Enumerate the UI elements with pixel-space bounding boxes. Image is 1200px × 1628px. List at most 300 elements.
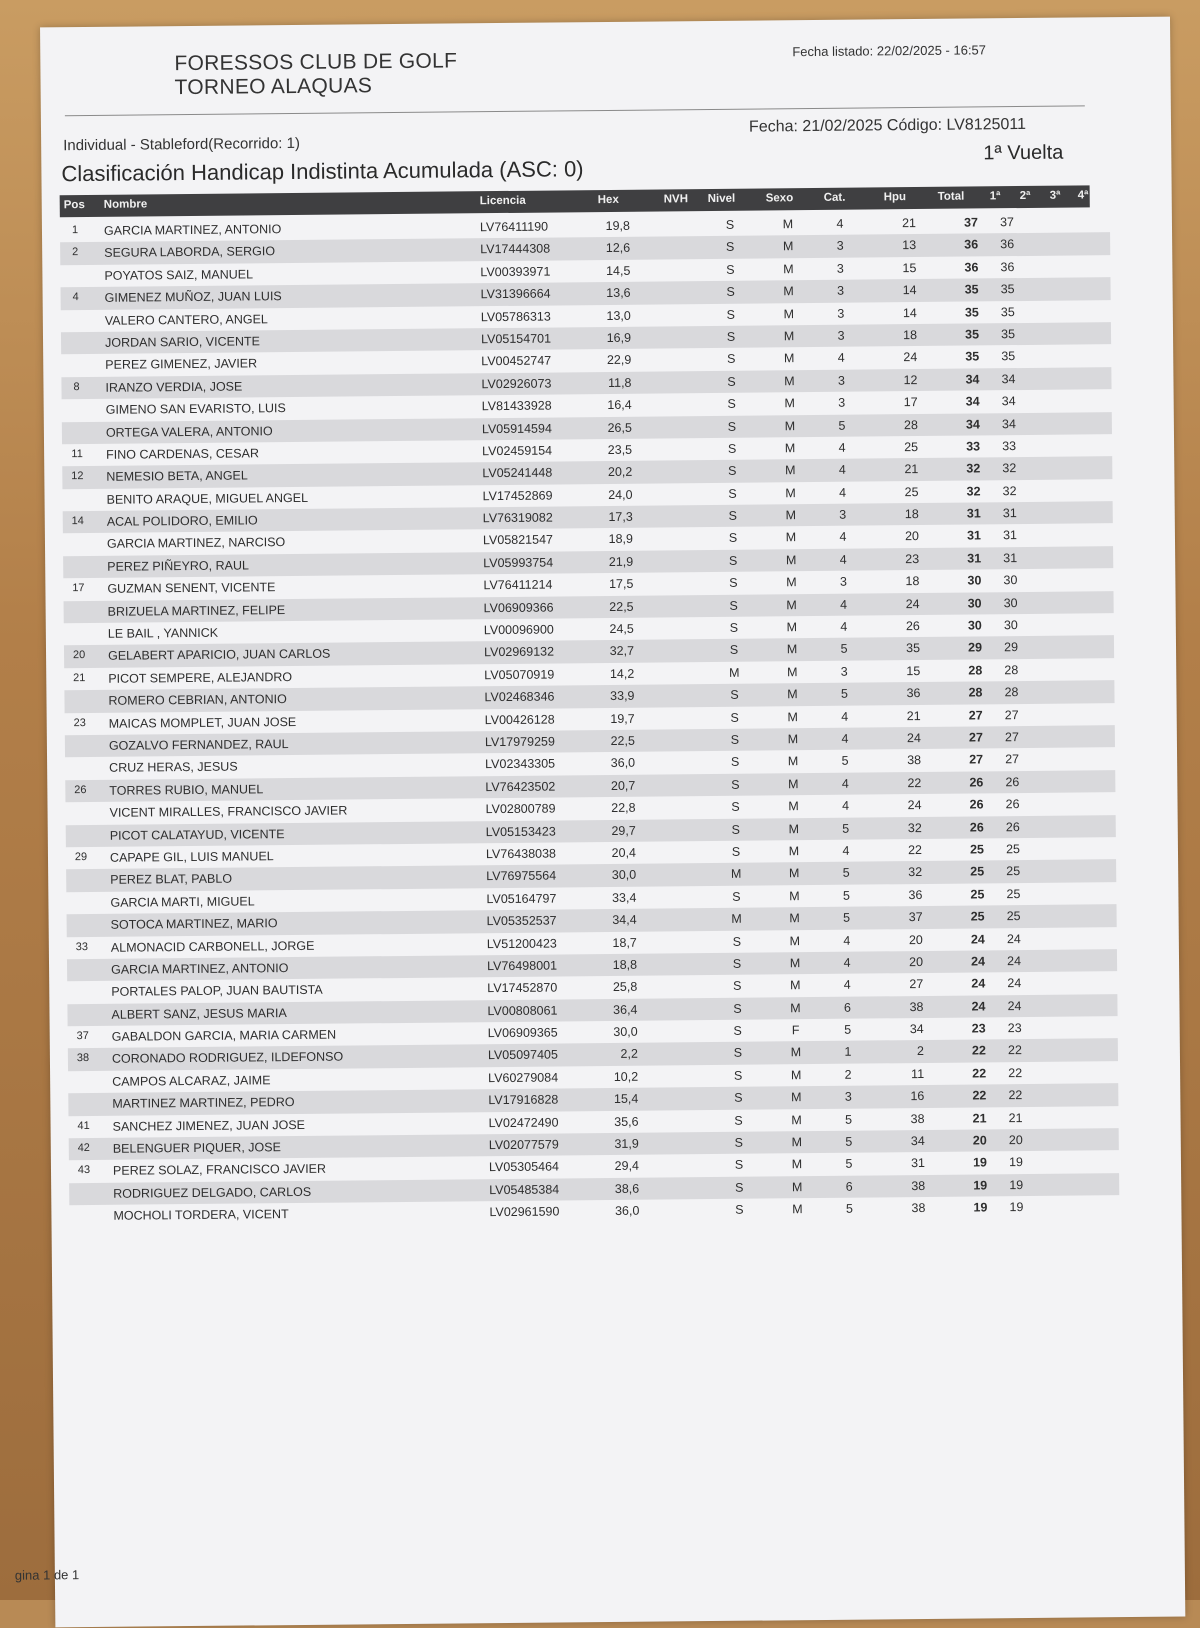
round-1-points: 26: [992, 820, 1020, 834]
handicap-exact: 20,2: [592, 465, 632, 479]
level: S: [725, 800, 745, 814]
round-1-points: 34: [988, 417, 1016, 431]
handicap-exact: 22,5: [595, 734, 635, 748]
total-points: 25: [956, 865, 984, 879]
playing-handicap: 18: [891, 507, 919, 521]
position: 11: [66, 448, 88, 460]
round-1-points: 32: [988, 461, 1016, 475]
license: LV17452870: [487, 981, 557, 996]
player-name: GOZALVO FERNANDEZ, RAUL: [109, 737, 289, 753]
player-name: MAICAS MOMPLET, JUAN JOSE: [109, 715, 297, 731]
category: 4: [835, 799, 855, 813]
position: 12: [66, 470, 88, 482]
gender: M: [780, 419, 800, 433]
total-points: 27: [955, 730, 983, 744]
category: 3: [838, 1090, 858, 1104]
round-1-points: 27: [991, 730, 1019, 744]
playing-handicap: 21: [888, 216, 916, 230]
position: 33: [71, 940, 93, 952]
position: 8: [65, 381, 87, 393]
level: S: [720, 218, 740, 232]
playing-handicap: 36: [894, 888, 922, 902]
level: S: [727, 979, 747, 993]
level: S: [728, 1024, 748, 1038]
level: S: [727, 934, 747, 948]
license: LV05786313: [481, 309, 551, 324]
license: LV76498001: [487, 958, 557, 973]
playing-handicap: 34: [896, 1022, 924, 1036]
total-points: 31: [953, 529, 981, 543]
playing-handicap: 38: [897, 1201, 925, 1215]
round-label: 1ª Vuelta: [983, 142, 1063, 166]
position: 4: [65, 291, 87, 303]
handicap-exact: 15,4: [598, 1092, 638, 1106]
level: S: [724, 643, 744, 657]
round-1-points: 34: [987, 372, 1015, 386]
col-licencia: Licencia: [480, 195, 526, 207]
gender: M: [785, 956, 805, 970]
total-points: 37: [950, 215, 978, 229]
category: 3: [831, 373, 851, 387]
level: S: [727, 957, 747, 971]
category: 5: [835, 754, 855, 768]
playing-handicap: 35: [892, 641, 920, 655]
gender: M: [787, 1202, 807, 1216]
round-1-points: 36: [986, 237, 1014, 251]
gender: M: [782, 620, 802, 634]
level: S: [729, 1158, 749, 1172]
player-name: VALERO CANTERO, ANGEL: [105, 312, 268, 328]
handicap-exact: 11,8: [591, 375, 631, 389]
player-name: SOTOCA MARTINEZ, MARIO: [111, 916, 278, 932]
total-points: 34: [951, 372, 979, 386]
player-name: ALBERT SANZ, JESUS MARIA: [111, 1006, 286, 1022]
gender: M: [783, 710, 803, 724]
total-points: 25: [956, 887, 984, 901]
category: 5: [832, 418, 852, 432]
category: 4: [832, 463, 852, 477]
total-points: 34: [952, 417, 980, 431]
header-divider: [65, 105, 1085, 116]
handicap-exact: 24,5: [594, 622, 634, 636]
playing-handicap: 26: [892, 619, 920, 633]
playing-handicap: 18: [891, 574, 919, 588]
playing-handicap: 25: [890, 485, 918, 499]
player-name: SEGURA LABORDA, SERGIO: [104, 245, 275, 261]
level: S: [721, 307, 741, 321]
category: 4: [832, 441, 852, 455]
playing-handicap: 27: [895, 977, 923, 991]
round-1-points: 34: [988, 394, 1016, 408]
gender: M: [787, 1158, 807, 1172]
level: S: [722, 419, 742, 433]
total-points: 30: [954, 596, 982, 610]
player-name: VICENT MIRALLES, FRANCISCO JAVIER: [110, 804, 348, 820]
handicap-exact: 31,9: [599, 1137, 639, 1151]
category: 5: [839, 1157, 859, 1171]
playing-handicap: 21: [893, 709, 921, 723]
license: LV05153423: [486, 824, 556, 839]
license: LV76411214: [483, 578, 552, 593]
handicap-exact: 24,0: [592, 487, 632, 501]
playing-handicap: 20: [891, 529, 919, 543]
license: LV05154701: [481, 331, 551, 346]
license: LV76975564: [486, 869, 556, 884]
col-round-1: 1ª: [990, 190, 1001, 202]
position: 38: [72, 1052, 94, 1064]
position: 42: [73, 1142, 95, 1154]
level: S: [721, 374, 741, 388]
player-name: GIMENO SAN EVARISTO, LUIS: [106, 401, 286, 417]
round-1-points: 31: [989, 529, 1017, 543]
gender: M: [782, 687, 802, 701]
gender: M: [786, 1113, 806, 1127]
total-points: 24: [957, 932, 985, 946]
level: S: [724, 598, 744, 612]
handicap-exact: 17,5: [593, 577, 633, 591]
handicap-exact: 38,6: [599, 1182, 639, 1196]
license: LV05352537: [487, 914, 557, 929]
handicap-exact: 16,4: [592, 398, 632, 412]
player-name: PEREZ BLAT, PABLO: [110, 872, 232, 887]
round-1-points: 22: [994, 1088, 1022, 1102]
level: S: [725, 755, 745, 769]
category: 4: [836, 844, 856, 858]
handicap-exact: 2,2: [598, 1047, 638, 1061]
round-1-points: 28: [990, 663, 1018, 677]
category: 4: [835, 776, 855, 790]
gender: M: [786, 1090, 806, 1104]
gender: M: [783, 732, 803, 746]
col-round-2: 2ª: [1020, 190, 1031, 202]
round-1-points: 21: [994, 1111, 1022, 1125]
col-sexo: Sexo: [766, 192, 794, 204]
level: S: [728, 1069, 748, 1083]
handicap-exact: 26,5: [592, 420, 632, 434]
player-name: GARCIA MARTINEZ, ANTONIO: [104, 222, 281, 238]
category: 5: [834, 687, 854, 701]
total-points: 36: [950, 260, 978, 274]
position: 14: [67, 515, 89, 527]
page-number: gina 1 de 1: [15, 1567, 79, 1583]
total-points: 35: [951, 350, 979, 364]
level: S: [729, 1180, 749, 1194]
col-pos: Pos: [64, 199, 85, 211]
round-1-points: 28: [990, 685, 1018, 699]
license: LV17444308: [480, 242, 550, 257]
category: 4: [837, 978, 857, 992]
col-nivel: Nivel: [708, 193, 736, 205]
license: LV02077579: [489, 1138, 559, 1153]
playing-handicap: 23: [891, 552, 919, 566]
level: S: [723, 554, 743, 568]
playing-handicap: 24: [889, 350, 917, 364]
round-1-points: 35: [987, 282, 1015, 296]
total-points: 31: [953, 506, 981, 520]
game-mode: Individual - Stableford(Recorrido: 1): [63, 135, 300, 154]
gender: M: [779, 351, 799, 365]
level: S: [725, 710, 745, 724]
category: 3: [830, 239, 850, 253]
playing-handicap: 15: [892, 664, 920, 678]
round-1-points: 35: [987, 349, 1015, 363]
player-name: SANCHEZ JIMENEZ, JUAN JOSE: [113, 1118, 306, 1134]
handicap-exact: 29,4: [599, 1159, 639, 1173]
playing-handicap: 37: [895, 910, 923, 924]
round-1-points: 20: [995, 1133, 1023, 1147]
player-name: PEREZ SOLAZ, FRANCISCO JAVIER: [113, 1162, 326, 1178]
handicap-exact: 22,5: [594, 599, 634, 613]
col-nombre: Nombre: [104, 198, 148, 210]
license: LV17452869: [482, 488, 552, 503]
license: LV02926073: [481, 376, 551, 391]
position: 43: [73, 1164, 95, 1176]
gender: M: [781, 508, 801, 522]
player-name: CAPAPE GIL, LUIS MANUEL: [110, 849, 274, 865]
gender: M: [779, 329, 799, 343]
player-name: PICOT SEMPERE, ALEJANDRO: [108, 670, 292, 686]
total-points: 28: [954, 663, 982, 677]
level: S: [728, 1046, 748, 1060]
category: 3: [834, 664, 854, 678]
category: 2: [838, 1067, 858, 1081]
playing-handicap: 17: [890, 395, 918, 409]
license: LV05914594: [482, 421, 552, 436]
handicap-exact: 18,8: [597, 958, 637, 972]
total-points: 27: [955, 708, 983, 722]
playing-handicap: 32: [894, 865, 922, 879]
license: LV05164797: [486, 891, 556, 906]
license: LV05070919: [484, 667, 554, 682]
level: S: [728, 1113, 748, 1127]
category: 4: [834, 597, 854, 611]
playing-handicap: 38: [897, 1179, 925, 1193]
player-name: CRUZ HERAS, JESUS: [109, 760, 238, 775]
level: S: [729, 1203, 749, 1217]
round-1-points: 35: [987, 305, 1015, 319]
category: 3: [831, 329, 851, 343]
gender: M: [782, 665, 802, 679]
license: LV76438038: [486, 846, 556, 861]
player-name: MARTINEZ MARTINEZ, PEDRO: [112, 1095, 294, 1111]
total-points: 24: [957, 977, 985, 991]
category: 1: [838, 1045, 858, 1059]
total-points: 35: [951, 283, 979, 297]
handicap-exact: 30,0: [598, 1025, 638, 1039]
col-round-3: 3ª: [1050, 190, 1061, 202]
category: 4: [834, 620, 854, 634]
date-code: Fecha: 21/02/2025 Código: LV8125011: [749, 116, 1026, 137]
handicap-exact: 19,7: [595, 711, 635, 725]
player-name: ALMONACID CARBONELL, JORGE: [111, 938, 315, 954]
player-name: ROMERO CEBRIAN, ANTONIO: [108, 692, 286, 708]
handicap-exact: 13,0: [591, 308, 631, 322]
handicap-exact: 36,0: [595, 756, 635, 770]
round-1-points: 30: [989, 573, 1017, 587]
round-1-points: 36: [986, 260, 1014, 274]
player-name: TORRES RUBIO, MANUEL: [109, 782, 263, 797]
handicap-exact: 36,4: [597, 1002, 637, 1016]
handicap-exact: 21,9: [593, 555, 633, 569]
license: LV17979259: [485, 734, 555, 749]
round-1-points: 31: [989, 506, 1017, 520]
position: 37: [72, 1030, 94, 1042]
category: 4: [833, 530, 853, 544]
handicap-exact: 14,2: [594, 667, 634, 681]
player-name: PICOT CALATAYUD, VICENTE: [110, 827, 285, 843]
handicap-exact: 35,6: [598, 1114, 638, 1128]
round-1-points: 25: [992, 842, 1020, 856]
license: LV02343305: [485, 757, 555, 772]
gender: M: [778, 262, 798, 276]
level: S: [725, 733, 745, 747]
player-name: GARCIA MARTINEZ, ANTONIO: [111, 961, 288, 977]
total-points: 27: [955, 753, 983, 767]
player-name: PORTALES PALOP, JUAN BAUTISTA: [111, 983, 323, 999]
playing-handicap: 14: [889, 306, 917, 320]
handicap-exact: 25,8: [597, 980, 637, 994]
round-1-points: 35: [987, 327, 1015, 341]
round-1-points: 30: [990, 618, 1018, 632]
total-points: 25: [956, 842, 984, 856]
category: 5: [838, 1023, 858, 1037]
playing-handicap: 15: [888, 261, 916, 275]
results-table: [60, 210, 1120, 1228]
total-points: 30: [953, 574, 981, 588]
player-name: CAMPOS ALCARAZ, JAIME: [112, 1073, 271, 1089]
gender: M: [787, 1135, 807, 1149]
position: 41: [73, 1120, 95, 1132]
license: LV05485384: [489, 1182, 559, 1197]
total-points: 29: [954, 641, 982, 655]
gender: M: [782, 598, 802, 612]
total-points: 22: [958, 1066, 986, 1080]
handicap-exact: 33,9: [594, 689, 634, 703]
license: LV76411190: [480, 220, 548, 235]
playing-handicap: 28: [890, 418, 918, 432]
level: S: [720, 240, 740, 254]
round-1-points: 25: [992, 887, 1020, 901]
player-name: GARCIA MARTI, MIGUEL: [110, 894, 254, 909]
handicap-exact: 12,6: [590, 241, 630, 255]
round-1-points: 19: [995, 1200, 1023, 1214]
player-name: IRANZO VERDIA, JOSE: [105, 379, 242, 394]
playing-handicap: 31: [897, 1156, 925, 1170]
player-name: BENITO ARAQUE, MIGUEL ANGEL: [106, 491, 308, 507]
level: M: [727, 912, 747, 926]
round-1-points: 23: [994, 1021, 1022, 1035]
category: 3: [832, 396, 852, 410]
club-header: [174, 49, 457, 100]
gender: M: [786, 1046, 806, 1060]
category: 4: [832, 485, 852, 499]
player-name: GARCIA MARTINEZ, NARCISO: [107, 536, 285, 552]
license: LV05241448: [482, 466, 552, 481]
round-1-points: 26: [991, 775, 1019, 789]
license: LV76319082: [483, 511, 553, 526]
round-1-points: 31: [989, 551, 1017, 565]
license: LV02468346: [484, 690, 554, 705]
license: LV00808061: [487, 1003, 557, 1018]
gender: M: [787, 1180, 807, 1194]
license: LV05821547: [483, 533, 553, 548]
license: LV02472490: [488, 1115, 558, 1130]
category: 5: [836, 821, 856, 835]
handicap-exact: 10,2: [598, 1070, 638, 1084]
round-1-points: 25: [992, 864, 1020, 878]
handicap-exact: 20,7: [595, 779, 635, 793]
player-name: RODRIGUEZ DELGADO, CARLOS: [113, 1185, 311, 1201]
gender: M: [778, 240, 798, 254]
category: 5: [834, 642, 854, 656]
total-points: 35: [951, 305, 979, 319]
col-cat: Cat.: [824, 192, 846, 204]
license: LV60279084: [488, 1070, 558, 1085]
round-1-points: 24: [993, 932, 1021, 946]
total-points: 22: [958, 1044, 986, 1058]
listing-date: Fecha listado: 22/02/2025 - 16:57: [792, 42, 986, 59]
gender: M: [785, 1001, 805, 1015]
level: S: [722, 486, 742, 500]
playing-handicap: 2: [896, 1044, 924, 1058]
classification-title: Clasificación Handicap Indistinta Acumulada (ASC: 0): [61, 156, 583, 187]
gender: M: [785, 934, 805, 948]
level: S: [724, 688, 744, 702]
gender: M: [782, 643, 802, 657]
col-nvh: NVH: [664, 193, 688, 205]
round-1-points: 32: [988, 484, 1016, 498]
handicap-exact: 32,7: [594, 644, 634, 658]
level: S: [726, 845, 746, 859]
license: LV05097405: [488, 1048, 558, 1063]
level: S: [721, 352, 741, 366]
gender: M: [780, 396, 800, 410]
player-name: JORDAN SARIO, VICENTE: [105, 334, 260, 349]
total-points: 26: [955, 798, 983, 812]
level: M: [724, 666, 744, 680]
round-1-points: 24: [993, 976, 1021, 990]
round-1-points: 33: [988, 439, 1016, 453]
total-points: 24: [957, 954, 985, 968]
col-round-4: 4ª: [1078, 189, 1089, 201]
total-points: 19: [959, 1156, 987, 1170]
player-name: GUZMAN SENENT, VICENTE: [107, 580, 275, 596]
playing-handicap: 22: [894, 843, 922, 857]
total-points: 23: [958, 1021, 986, 1035]
category: 4: [833, 553, 853, 567]
total-points: 25: [957, 910, 985, 924]
handicap-exact: 29,7: [596, 823, 636, 837]
gender: M: [781, 531, 801, 545]
license: LV00096900: [484, 623, 554, 638]
license: LV00426128: [485, 712, 555, 727]
handicap-exact: 13,6: [591, 286, 631, 300]
position: 26: [69, 784, 91, 796]
category: 5: [839, 1135, 859, 1149]
category: 5: [836, 866, 856, 880]
handicap-exact: 17,3: [593, 510, 633, 524]
level: S: [721, 330, 741, 344]
player-name: BRIZUELA MARTINEZ, FELIPE: [108, 603, 286, 619]
player-name: FINO CARDENAS, CESAR: [106, 446, 259, 461]
gender: M: [780, 463, 800, 477]
category: 5: [839, 1202, 859, 1216]
round-1-points: 19: [995, 1155, 1023, 1169]
playing-handicap: 20: [895, 932, 923, 946]
handicap-exact: 30,0: [596, 868, 636, 882]
playing-handicap: 36: [892, 686, 920, 700]
level: S: [723, 531, 743, 545]
